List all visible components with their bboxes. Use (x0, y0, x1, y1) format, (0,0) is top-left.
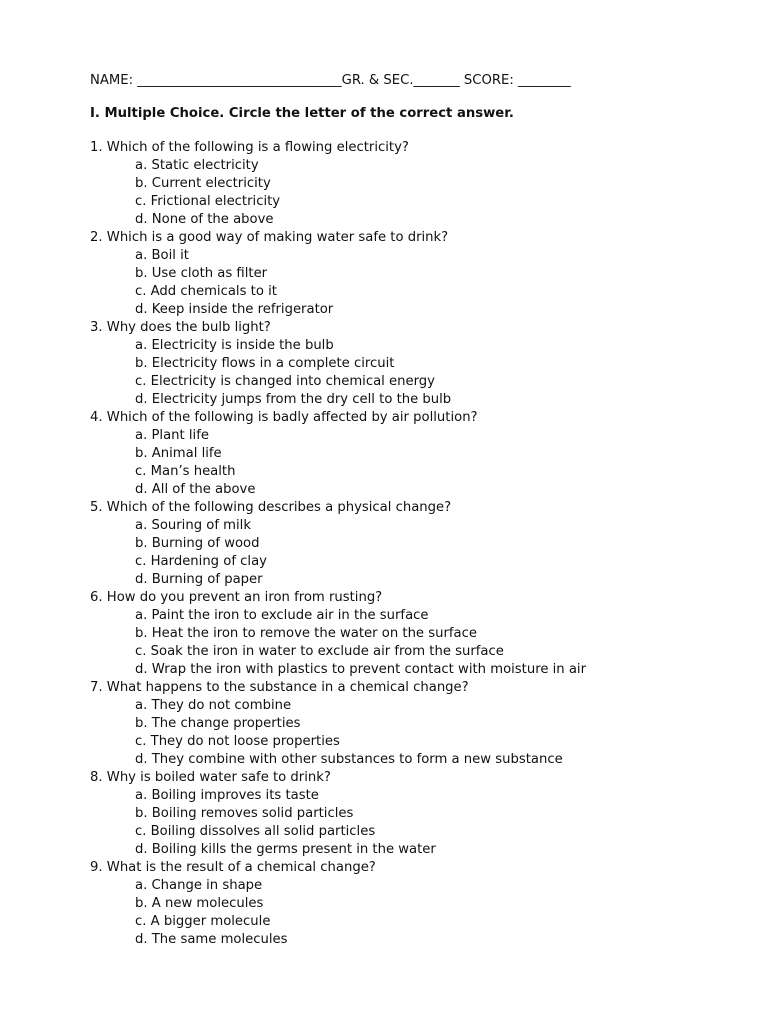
choice-d[interactable]: d. None of the above (135, 212, 274, 227)
choice-c[interactable]: c. Man’s health (135, 464, 236, 479)
question-text: 2. Which is a good way of making water safe to drink? (90, 230, 449, 245)
question-text: 3. Why does the bulb light? (90, 320, 271, 335)
question-8 (90, 769, 730, 859)
choice-d[interactable]: d. Electricity jumps from the dry cell to the bulb (135, 392, 452, 407)
question-text: 1. Which of the following is a flowing electricity? (90, 140, 409, 155)
question-4 (90, 409, 730, 499)
question-3 (90, 319, 730, 409)
choice-a[interactable]: a. Boil it (135, 248, 189, 263)
choice-b[interactable]: b. Current electricity (135, 176, 271, 191)
question-2 (90, 229, 730, 319)
question-1 (90, 139, 730, 229)
choice-b[interactable]: b. The change properties (135, 716, 301, 731)
choice-c[interactable]: c. Electricity is changed into chemical energy (135, 374, 435, 389)
choice-a[interactable]: a. Change in shape (135, 878, 263, 893)
section-instructions: I. Multiple Choice. Circle the letter of the correct answer. (90, 106, 514, 121)
choice-b[interactable]: b. A new molecules (135, 896, 264, 911)
choice-a[interactable]: a. Paint the iron to exclude air in the surface (135, 608, 429, 623)
choice-d[interactable]: d. All of the above (135, 482, 256, 497)
choice-b[interactable]: b. Boiling removes solid particles (135, 806, 354, 821)
question-text: 6. How do you prevent an iron from rusting? (90, 590, 383, 605)
choice-c[interactable]: c. Add chemicals to it (135, 284, 277, 299)
choice-a[interactable]: a. Electricity is inside the bulb (135, 338, 334, 353)
choice-b[interactable]: b. Electricity flows in a complete circuit (135, 356, 395, 371)
choice-d[interactable]: d. The same molecules (135, 932, 288, 947)
choice-d[interactable]: d. Wrap the iron with plastics to prevent contact with moisture in air (135, 662, 587, 677)
choice-d[interactable]: d. Keep inside the refrigerator (135, 302, 334, 317)
choice-c[interactable]: c. They do not loose properties (135, 734, 340, 749)
choice-d[interactable]: d. Burning of paper (135, 572, 263, 587)
choice-c[interactable]: c. Boiling dissolves all solid particles (135, 824, 376, 839)
choice-a[interactable]: a. Boiling improves its taste (135, 788, 319, 803)
choice-a[interactable]: a. Souring of milk (135, 518, 251, 533)
question-5 (90, 499, 730, 589)
choice-b[interactable]: b. Burning of wood (135, 536, 260, 551)
question-text: 8. Why is boiled water safe to drink? (90, 770, 331, 785)
question-9 (90, 859, 730, 949)
choice-c[interactable]: c. Frictional electricity (135, 194, 281, 209)
choice-b[interactable]: b. Use cloth as filter (135, 266, 268, 281)
choice-b[interactable]: b. Heat the iron to remove the water on the surface (135, 626, 477, 641)
choice-c[interactable]: c. Soak the iron in water to exclude air from the surface (135, 644, 504, 659)
question-text: 9. What is the result of a chemical change? (90, 860, 376, 875)
question-text: 7. What happens to the substance in a chemical change? (90, 680, 469, 695)
question-text: 4. Which of the following is badly affected by air pollution? (90, 410, 478, 425)
student-info-line: NAME: _______________________________GR. & SEC._______ SCORE: ________ (90, 73, 571, 88)
choice-c[interactable]: c. Hardening of clay (135, 554, 267, 569)
choice-d[interactable]: d. Boiling kills the germs present in the water (135, 842, 436, 857)
question-list (90, 139, 730, 949)
choice-a[interactable]: a. Static electricity (135, 158, 259, 173)
choice-b[interactable]: b. Animal life (135, 446, 222, 461)
choice-d[interactable]: d. They combine with other substances to form a new substance (135, 752, 563, 767)
choice-c[interactable]: c. A bigger molecule (135, 914, 271, 929)
question-7 (90, 679, 730, 769)
question-6 (90, 589, 730, 679)
choice-a[interactable]: a. They do not combine (135, 698, 292, 713)
choice-a[interactable]: a. Plant life (135, 428, 209, 443)
question-text: 5. Which of the following describes a physical change? (90, 500, 452, 515)
